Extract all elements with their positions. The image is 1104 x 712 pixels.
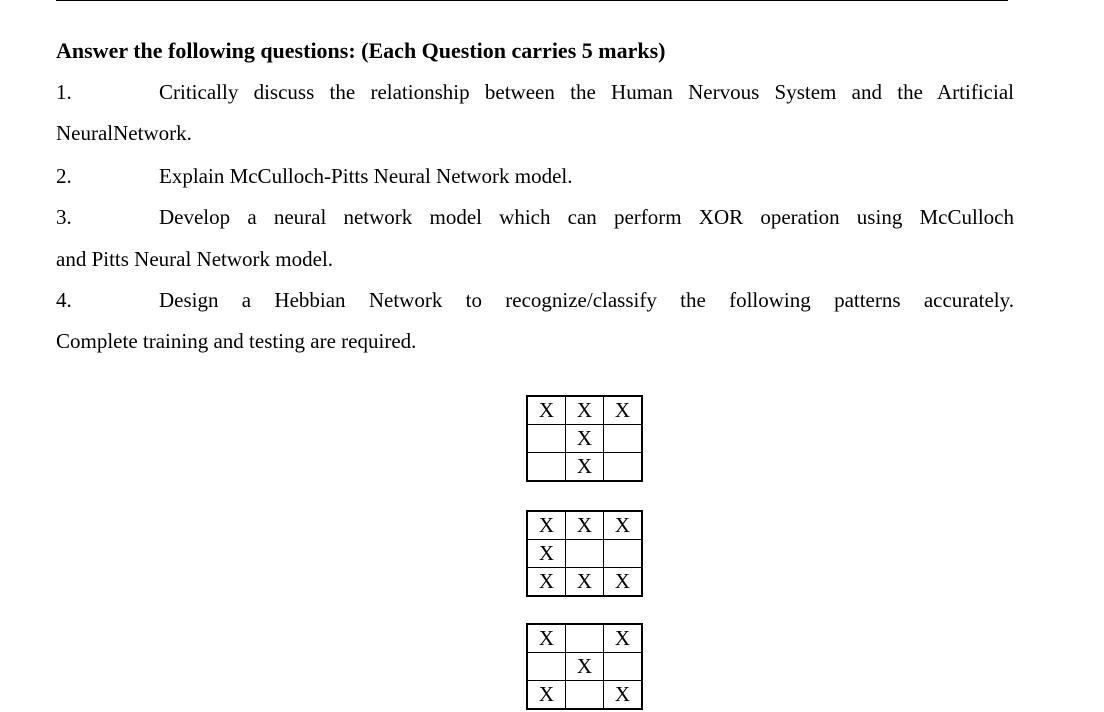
pattern-grid-2: [526, 510, 643, 597]
section-heading: Answer the following questions: (Each Question carries 5 marks): [56, 38, 666, 63]
grid-cell: X: [566, 511, 604, 540]
grid-row: [527, 568, 642, 597]
pattern-grid-1: [526, 395, 643, 482]
grid-cell: X: [566, 396, 604, 425]
grid-cell: X: [604, 396, 643, 425]
top-rule: [56, 0, 1008, 1]
grid-cell: [604, 540, 643, 568]
grid-cell: X: [566, 568, 604, 597]
grid-row: [527, 653, 642, 681]
grid-cell: [604, 453, 643, 482]
grid-cell: X: [527, 681, 566, 710]
grid-cell: X: [566, 453, 604, 482]
grid-cell: X: [527, 568, 566, 597]
grid-cell: X: [566, 425, 604, 453]
question-3-text: Develop a neural network model which can perform XOR operation using McCulloch: [159, 205, 1014, 229]
grid-cell: X: [566, 653, 604, 681]
question-3-number: 3.: [56, 205, 72, 229]
grid-row: [527, 681, 642, 710]
grid-row: [527, 624, 642, 653]
grid-cell: X: [527, 540, 566, 568]
question-4-number: 4.: [56, 288, 72, 312]
question-1-text: Critically discuss the relationship between the Human Nervous System and the Artificial: [159, 80, 1014, 104]
question-4-continuation: Complete training and testing are required.: [56, 329, 417, 353]
grid-cell: [604, 425, 643, 453]
question-3-continuation: and Pitts Neural Network model.: [56, 247, 334, 271]
grid-row: [527, 540, 642, 568]
grid-cell: X: [527, 511, 566, 540]
grid-row: [527, 396, 642, 425]
grid-cell: [566, 681, 604, 710]
question-1-continuation: NeuralNetwork.: [56, 121, 192, 145]
pattern-grid-3: [526, 623, 643, 710]
grid-cell: [527, 425, 566, 453]
question-2-text: Explain McCulloch-Pitts Neural Network model.: [159, 164, 573, 188]
grid-row: [527, 425, 642, 453]
grid-cell: [604, 653, 643, 681]
grid-cell: X: [604, 681, 643, 710]
grid-cell: X: [604, 511, 643, 540]
grid-cell: X: [527, 624, 566, 653]
grid-cell: X: [604, 624, 643, 653]
question-1-number: 1.: [56, 80, 72, 104]
grid-cell: X: [527, 396, 566, 425]
grid-row: [527, 511, 642, 540]
grid-row: [527, 453, 642, 482]
grid-cell: [527, 653, 566, 681]
grid-cell: [527, 453, 566, 482]
grid-cell: X: [604, 568, 643, 597]
grid-cell: [566, 624, 604, 653]
grid-cell: [566, 540, 604, 568]
question-2-number: 2.: [56, 164, 72, 188]
question-4-text: Design a Hebbian Network to recognize/classify the following patterns accurately.: [159, 288, 1014, 312]
